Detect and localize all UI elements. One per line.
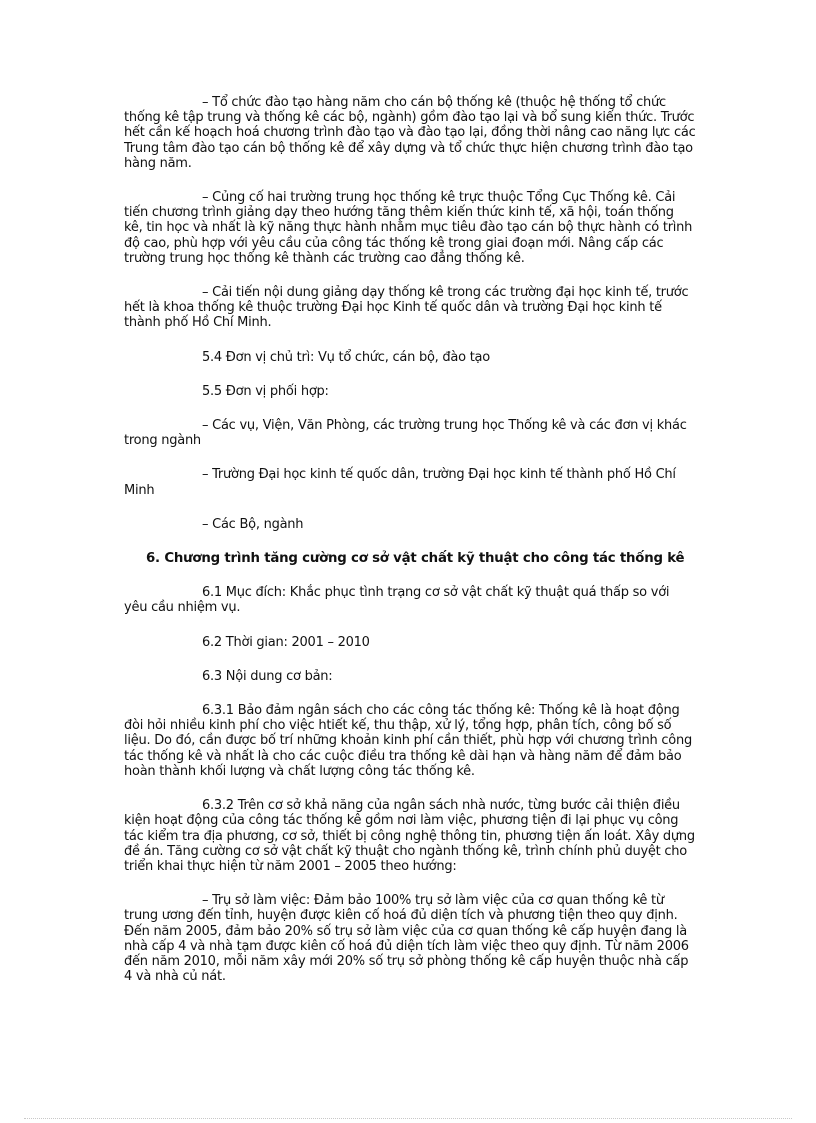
document-body xyxy=(124,95,696,1003)
paragraph-conditions: 6.3.2 Trên cơ sở khả năng của ngân sách nhà nước, từng bước cải thiện điều kiện hoạt động của công tác thống kê gồm nơi làm việc, phương tiện đi lại phục vụ công tác kiểm tra địa phương, cơ sở, thiết bị công nghệ thông tin, phương tiện ấn loát. Xây dựng đề án. Tăng cường cơ sở vật chất kỹ thuật cho ngành thống kê, trình chính phủ duyệt cho triển khai thực hiện từ năm 2001 – 2005 theo hướng: xyxy=(124,798,695,874)
paragraph-improve-curriculum: – Cải tiến nội dung giảng dạy thống kê trong các trường đại học kinh tế, trước hết là khoa thống kê thuộc trường Đại học Kinh tế quốc dân và trường Đại học kinh tế thành phố Hồ Chí Minh. xyxy=(124,285,689,331)
paragraph-coordinating-universities: – Trường Đại học kinh tế quốc dân, trường Đại học kinh tế thành phố Hồ Chí Minh xyxy=(124,467,676,498)
paragraph-consolidate-schools: – Củng cố hai trường trung học thống kê trực thuộc Tổng Cục Thống kê. Cải tiến chương trình giảng dạy theo hướng tăng thêm kiến thức kinh tế, xã hội, toán thống kê, tin học và nhất là kỹ năng thực hành nhằm mục tiêu đào tạo cán bộ thực hành có trình độ cao, phù hợp với yêu cầu của công tác thống kê trong giai đoạn mới. Nâng cấp các trường trung học thống kê thành các trường cao đẳng thống kê. xyxy=(124,190,693,266)
page-bottom-rule xyxy=(24,1118,792,1119)
paragraph-coordinating-departments: – Các vụ, Viện, Văn Phòng, các trường trung học Thống kê và các đơn vị khác trong ngành xyxy=(124,418,687,449)
paragraph-basic-content: 6.3 Nội dung cơ bản: xyxy=(202,668,333,684)
paragraph-purpose: 6.1 Mục đích: Khắc phục tình trạng cơ sở vật chất kỹ thuật quá thấp so với yêu cầu nhiệm vụ. xyxy=(124,585,670,616)
paragraph-coordinating-units: 5.5 Đơn vị phối hợp: xyxy=(202,383,329,399)
paragraph-office-buildings: – Trụ sở làm việc: Đảm bảo 100% trụ sở làm việc của cơ quan thống kê từ trung ương đến tỉnh, huyện được kiên cố hoá đủ diện tích và phương tiện theo quy định. Đến năm 2005, đảm bảo 20% số trụ sở làm việc của cơ quan thống kê cấp huyện đang là nhà cấp 4 và nhà tạm được kiên cố hoá đủ diện tích làm việc theo quy định. Từ năm 2006 đến năm 2010, mỗi năm xây mới 20% số trụ sở phòng thống kê cấp huyện thuộc nhà cấp 4 và nhà củ nát. xyxy=(124,893,689,985)
paragraph-time: 6.2 Thời gian: 2001 – 2010 xyxy=(202,634,370,650)
paragraph-training-annual: – Tổ chức đào tạo hàng năm cho cán bộ thống kê (thuộc hệ thống tổ chức thống kê tập trung và thống kê các bộ, ngành) gồm đào tạo lại và bổ sung kiến thức. Trước hết cần kế hoạch hoá chương trình đào tạo và đào tạo lại, đồng thời nâng cao năng lực các Trung tâm đào tạo cán bộ thống kê để xây dựng và tổ chức thực hiện chương trình đào tạo hàng năm. xyxy=(124,95,696,171)
paragraph-lead-unit: 5.4 Đơn vị chủ trì: Vụ tổ chức, cán bộ, đào tạo xyxy=(202,349,490,365)
paragraph-coordinating-ministries: – Các Bộ, ngành xyxy=(202,516,304,532)
paragraph-budget: 6.3.1 Bảo đảm ngân sách cho các công tác thống kê: Thống kê là hoạt động đòi hỏi nhiều kinh phí cho việc htiết kế, thu thập, xử lý, tổng hợp, phân tích, công bố số liệu. Do đó, cần được bố trí những khoản kinh phí cần thiết, phù hợp với chương trình công tác thống kê và nhất là cho các cuộc điều tra thống kê dài hạn và hàng năm để đảm bảo hoàn thành khối lượng và chất lượng công tác thống kê. xyxy=(124,703,692,779)
section-heading-6: 6. Chương trình tăng cường cơ sở vật chất kỹ thuật cho công tác thống kê xyxy=(146,551,685,567)
